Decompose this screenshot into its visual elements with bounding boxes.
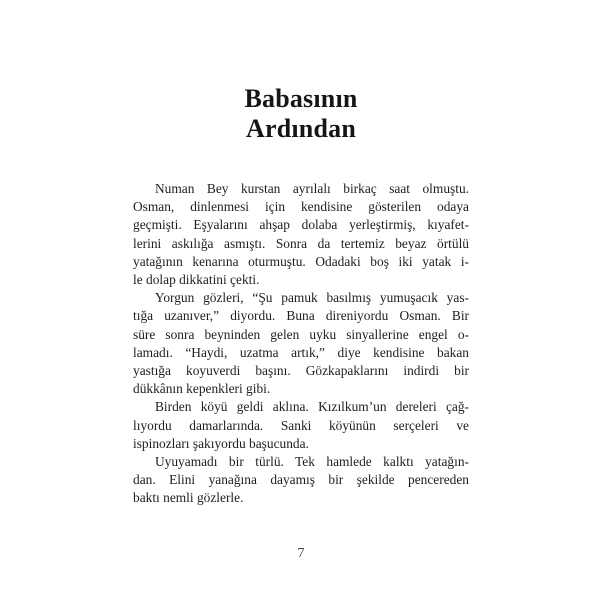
text-line: süre sonra beyninden gelen uyku sinyallerine engel o- — [133, 326, 469, 342]
text-line: Numan Bey kurstan ayrılalı birkaç saat olmuştu. — [155, 181, 469, 196]
text-line: lıyordu damarlarında. Sanki köyünün serçeleri ve — [133, 417, 469, 433]
text-line: lerini askılığa asmıştı. Sonra da tertemiz beyaz örtülü — [133, 235, 469, 251]
text-line: Uyuyamadı bir türlü. Tek hamlede kalktı yatağın- — [155, 454, 469, 470]
text-line: Birden köyü geldi aklına. Kızılkum’un dereleri çağ- — [155, 399, 469, 415]
text-line: baktı nemli gözlerle. — [133, 490, 244, 506]
text-line: lamadı. “Haydi, uzatma artık,” diye kendisine bakan — [133, 344, 469, 360]
text-line: Yorgun gözleri, “Şu pamuk basılmış yumuşacık yas- — [155, 290, 469, 306]
chapter-title-line-1: Babasının — [244, 84, 358, 113]
page-number: 7 — [297, 546, 305, 561]
paragraph — [133, 289, 469, 398]
text-line: le dolap dikkatini çekti. — [133, 272, 260, 288]
text-line: dükkânın kepenkleri gibi. — [133, 381, 271, 397]
body-text — [133, 180, 469, 508]
paragraph — [133, 180, 469, 289]
chapter-title-line-2: Ardından — [246, 114, 356, 143]
text-line: yatağının kenarına oturmuştu. Odadaki boş iki yatak i- — [133, 253, 469, 269]
chapter-title — [133, 84, 469, 144]
text-line: Osman, dinlenmesi için kendisine gösterilen odaya — [133, 199, 469, 215]
text-line: geçmişti. Eşyalarını ahşap dolaba yerleştirmiş, kıyafet- — [133, 217, 469, 233]
text-line: tığa uzanıver,” diyordu. Buna direniyordu Osman. Bir — [133, 308, 469, 324]
text-line: ispinozları şakıyordu başucunda. — [133, 435, 309, 451]
paragraph — [133, 453, 469, 508]
text-line: dan. Elini yanağına dayamış bir şekilde pencereden — [133, 472, 469, 488]
text-line: yastığa koyuverdi başını. Gözkapaklarını indirdi bir — [133, 363, 469, 379]
paragraph — [133, 398, 469, 453]
